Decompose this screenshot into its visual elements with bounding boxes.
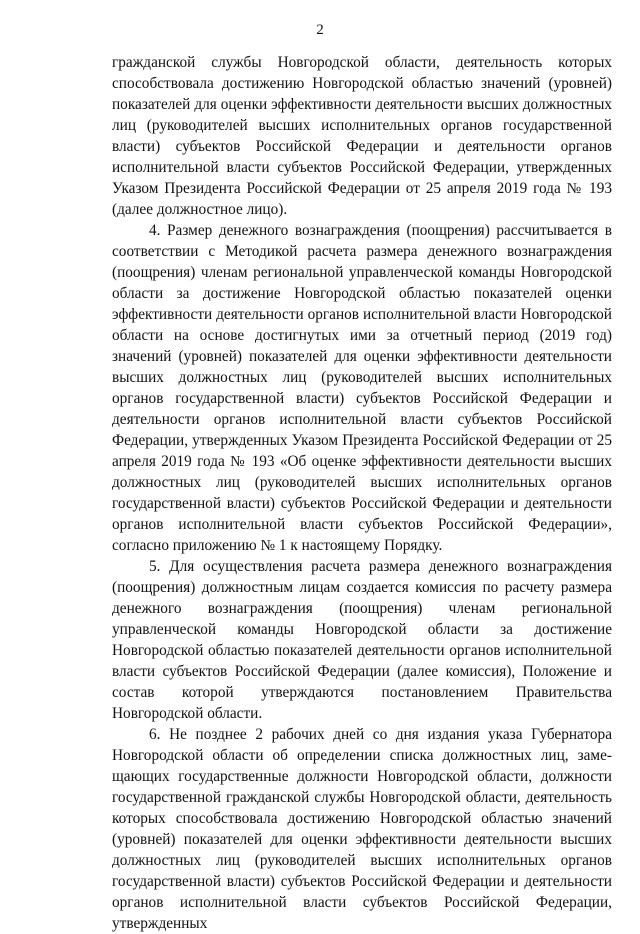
paragraph-item-5: 5. Для осуществления расчета размера денежного вознаграждения (поощрения) должностным лицам создается комиссия по расчету размера денежного вознаграждения (поощрения) членам региональной управленческой команды Новгородской области за достижение Новгородской областью показателей деятельности органов исполнительной власти субъектов Российской Федерации (далее комиссия), Положение и состав которой утверждаются постановлением Правительства Новгородской области. [112, 558, 612, 722]
page-number: 2 [316, 22, 324, 38]
paragraph-continuation: гражданской службы Новгородской области, деятельность которых способствовала достижению Новгородской областью значений (уровней) показателей для оценки эффективности деятельности высших должностных лиц (руководителей высших исполнительных органов государственной власти) субъектов Российской Федерации и деятельности органов исполнительной власти субъектов Российской Федерации, утвержденных Указом Президента Российской Федерации от 25 апреля 2019 года № 193 (далее должностное лицо). [112, 54, 612, 218]
paragraph-item-4: 4. Размер денежного вознаграждения (поощрения) рассчитывается в соответствии с Методикой расчета размера денежного вознаграждения (поощрения) членам региональной управленческой команды Новгородской области за достижение Новгородской областью показателей оценки эффективности деятельности органов исполнительной власти Новгородской области на основе достигнутых ими за отчетный период (2019 год) значений (уровней) показателей для оценки эффективности деятельности высших должностных лиц (руководителей высших исполнительных органов государственной власти) субъектов Российской Федерации и деятельности органов исполнительной власти субъектов Российской Федерации, утвержденных Указом Президента Российской Федерации от 25 апреля 2019 года № 193 «Об оценке эффективности деятельности высших должностных лиц (руководителей высших исполнительных органов государственной власти) субъектов Российской Федерации и деятельности органов исполнительной власти субъектов Российской Федерации», согласно приложению № 1 к настоящему Порядку. [112, 222, 612, 554]
paragraph-item-6: 6. Не позднее 2 рабочих дней со дня издания указа Губернатора Новгородской области об определении списка должностных лиц, замещающих государственные должности Новгородской области, должности государственной гражданской службы Новгородской области, деятельность которых способствовала достижению Новгородской областью значений (уровней) показателей для оценки эффективности деятельности высших должностных лиц (руководителей высших исполнительных органов государственной власти) субъектов Российской Федерации и деятельности органов исполнительной власти субъектов Российской Федерации, утвержденных [112, 726, 612, 932]
document-body [112, 52, 612, 934]
